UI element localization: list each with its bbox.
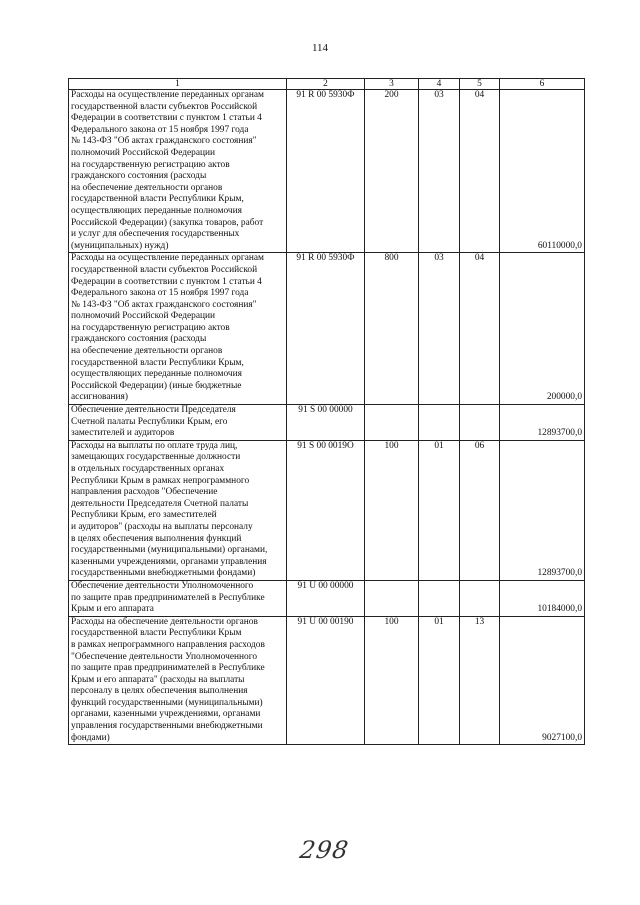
- description-line: направления расходов "Обеспечение: [71, 487, 218, 498]
- description-line: по защите прав предпринимателей в Республике: [71, 663, 265, 674]
- description-line: Республики Крым, его заместителей: [71, 510, 217, 521]
- subsection: 13: [460, 616, 500, 745]
- budget-table: [68, 78, 585, 745]
- description-line: Расходы на осуществление переданных органам: [71, 253, 264, 264]
- expense-description: [69, 580, 287, 616]
- description-line: полномочий Российской Федерации: [71, 311, 216, 322]
- table-row: [69, 253, 585, 405]
- description-line: деятельности Председателя Счетной палаты: [71, 498, 249, 509]
- target-code: 91 R 00 5930Ф: [287, 90, 365, 253]
- expense-type: 100: [365, 616, 419, 745]
- description-line: № 143-ФЗ "Об актах гражданского состояния": [71, 136, 257, 147]
- description-line: (муниципальных) нужд): [71, 240, 169, 251]
- page-number: 114: [311, 42, 329, 54]
- expense-description: [69, 253, 287, 405]
- description-line: в целях обеспечения выполнения функций: [71, 533, 242, 544]
- description-line: Федерации в соответствии с пунктом 1 статьи 4: [71, 113, 262, 124]
- description-line: заместителей и аудиторов: [71, 428, 175, 439]
- description-line: государственной власти Республики Крым,: [71, 194, 244, 205]
- description-line: государственными (муниципальными) органами,: [71, 545, 268, 556]
- table-row: [69, 90, 585, 253]
- description-line: управления государственными внебюджетными: [71, 721, 263, 732]
- expense-type: 200: [365, 90, 419, 253]
- section: [419, 405, 460, 441]
- amount: 10184000,0: [500, 580, 585, 616]
- description-line: Крым и его аппарата" (расходы на выплаты: [71, 674, 245, 685]
- expense-description: [69, 405, 287, 441]
- target-code: 91 R 00 5930Ф: [287, 253, 365, 405]
- subsection: 04: [460, 253, 500, 405]
- description-line: Республики Крым в рамках непрограммного: [71, 475, 250, 486]
- description-line: полномочий Российской Федерации: [71, 147, 216, 158]
- table-row: [69, 405, 585, 441]
- description-line: государственной власти Республики Крым,: [71, 357, 244, 368]
- target-code: 91 S 00 0019О: [287, 440, 365, 580]
- table-row: [69, 440, 585, 580]
- description-line: государственной власти Республики Крым: [71, 628, 242, 639]
- description-line: Обеспечение деятельности Уполномоченного: [71, 580, 254, 591]
- description-line: Федерального закона от 15 ноября 1997 года: [71, 288, 249, 299]
- description-line: Расходы на обеспечение деятельности органов: [71, 616, 258, 627]
- section: 03: [419, 253, 460, 405]
- target-code: 91 S 00 00000: [287, 405, 365, 441]
- description-line: по защите прав предпринимателей в Республике: [71, 592, 265, 603]
- description-line: гражданского состояния (расходы: [71, 334, 207, 345]
- description-line: в рамках непрограммного направления расходов: [71, 639, 265, 650]
- section: [419, 580, 460, 616]
- column-header: 6: [500, 79, 585, 90]
- description-line: в отдельных государственных органах: [71, 464, 225, 474]
- description-line: на государственную регистрацию актов: [71, 159, 230, 170]
- table-row: [69, 616, 585, 745]
- description-line: фондами): [71, 732, 110, 743]
- description-line: государственной власти субъектов Российской: [71, 264, 258, 275]
- amount: 12893700,0: [500, 440, 585, 580]
- description-line: персоналу в целях обеспечения выполнения: [71, 686, 248, 697]
- expense-type: [365, 580, 419, 616]
- subsection: 06: [460, 440, 500, 580]
- expense-description: [69, 440, 287, 580]
- expense-type: 100: [365, 440, 419, 580]
- description-line: государственной власти субъектов Российской: [71, 101, 258, 112]
- description-line: государственными внебюджетными фондами): [71, 568, 256, 579]
- description-line: осуществляющих переданные полномочия: [71, 205, 242, 216]
- subsection: 04: [460, 90, 500, 253]
- description-line: Обеспечение деятельности Председателя: [71, 405, 236, 416]
- target-code: 91 U 00 00000: [287, 580, 365, 616]
- column-header: 4: [419, 79, 460, 90]
- description-line: Российской Федерации) (иные бюджетные: [71, 380, 242, 391]
- column-header: 2: [287, 79, 365, 90]
- expense-description: [69, 90, 287, 253]
- amount: 9027100,0: [500, 616, 585, 745]
- description-line: на государственную регистрацию актов: [71, 322, 230, 333]
- description-line: Федерального закона от 15 ноября 1997 года: [71, 124, 249, 135]
- section: 03: [419, 90, 460, 253]
- description-line: гражданского состояния (расходы: [71, 171, 207, 182]
- description-line: Расходы на осуществление переданных органам: [71, 90, 264, 100]
- description-line: Расходы на выплаты по оплате труда лиц,: [71, 440, 238, 451]
- subsection: [460, 580, 500, 616]
- target-code: 91 U 00 00190: [287, 616, 365, 745]
- expense-type: [365, 405, 419, 441]
- description-line: казенными учреждениями, органами управления: [71, 556, 267, 567]
- description-line: Крым и его аппарата: [71, 604, 154, 615]
- amount: 60110000,0: [500, 90, 585, 253]
- description-line: функций государственными (муниципальными): [71, 697, 263, 708]
- column-header: 5: [460, 79, 500, 90]
- description-line: "Обеспечение деятельности Уполномоченного: [71, 651, 258, 662]
- description-line: Счетной палаты Республики Крым, его: [71, 416, 228, 427]
- table-row: [69, 580, 585, 616]
- description-line: замещающих государственные должности: [71, 452, 241, 463]
- description-line: Российской Федерации) (закупка товаров, работ: [71, 217, 264, 228]
- description-line: Федерации в соответствии с пунктом 1 статьи 4: [71, 276, 262, 287]
- section: 01: [419, 616, 460, 745]
- subsection: [460, 405, 500, 441]
- description-line: и аудиторов" (расходы на выплаты персоналу: [71, 521, 253, 532]
- description-line: на обеспечение деятельности органов: [71, 346, 223, 357]
- description-line: ассигнования): [71, 392, 128, 403]
- expense-description: [69, 616, 287, 745]
- expense-type: 800: [365, 253, 419, 405]
- description-line: на обеспечение деятельности органов: [71, 182, 223, 193]
- amount: 12893700,0: [500, 405, 585, 441]
- column-header: 3: [365, 79, 419, 90]
- header-row: [69, 79, 585, 90]
- description-line: осуществляющих переданные полномочия: [71, 369, 242, 380]
- description-line: органами, казенными учреждениями, органами: [71, 709, 261, 720]
- section: 01: [419, 440, 460, 580]
- description-line: № 143-ФЗ "Об актах гражданского состояния": [71, 299, 257, 310]
- column-header: 1: [69, 79, 287, 90]
- amount: 200000,0: [500, 253, 585, 405]
- handwritten-page-number: 298: [298, 836, 351, 864]
- description-line: и услуг для обеспечения государственных: [71, 229, 240, 240]
